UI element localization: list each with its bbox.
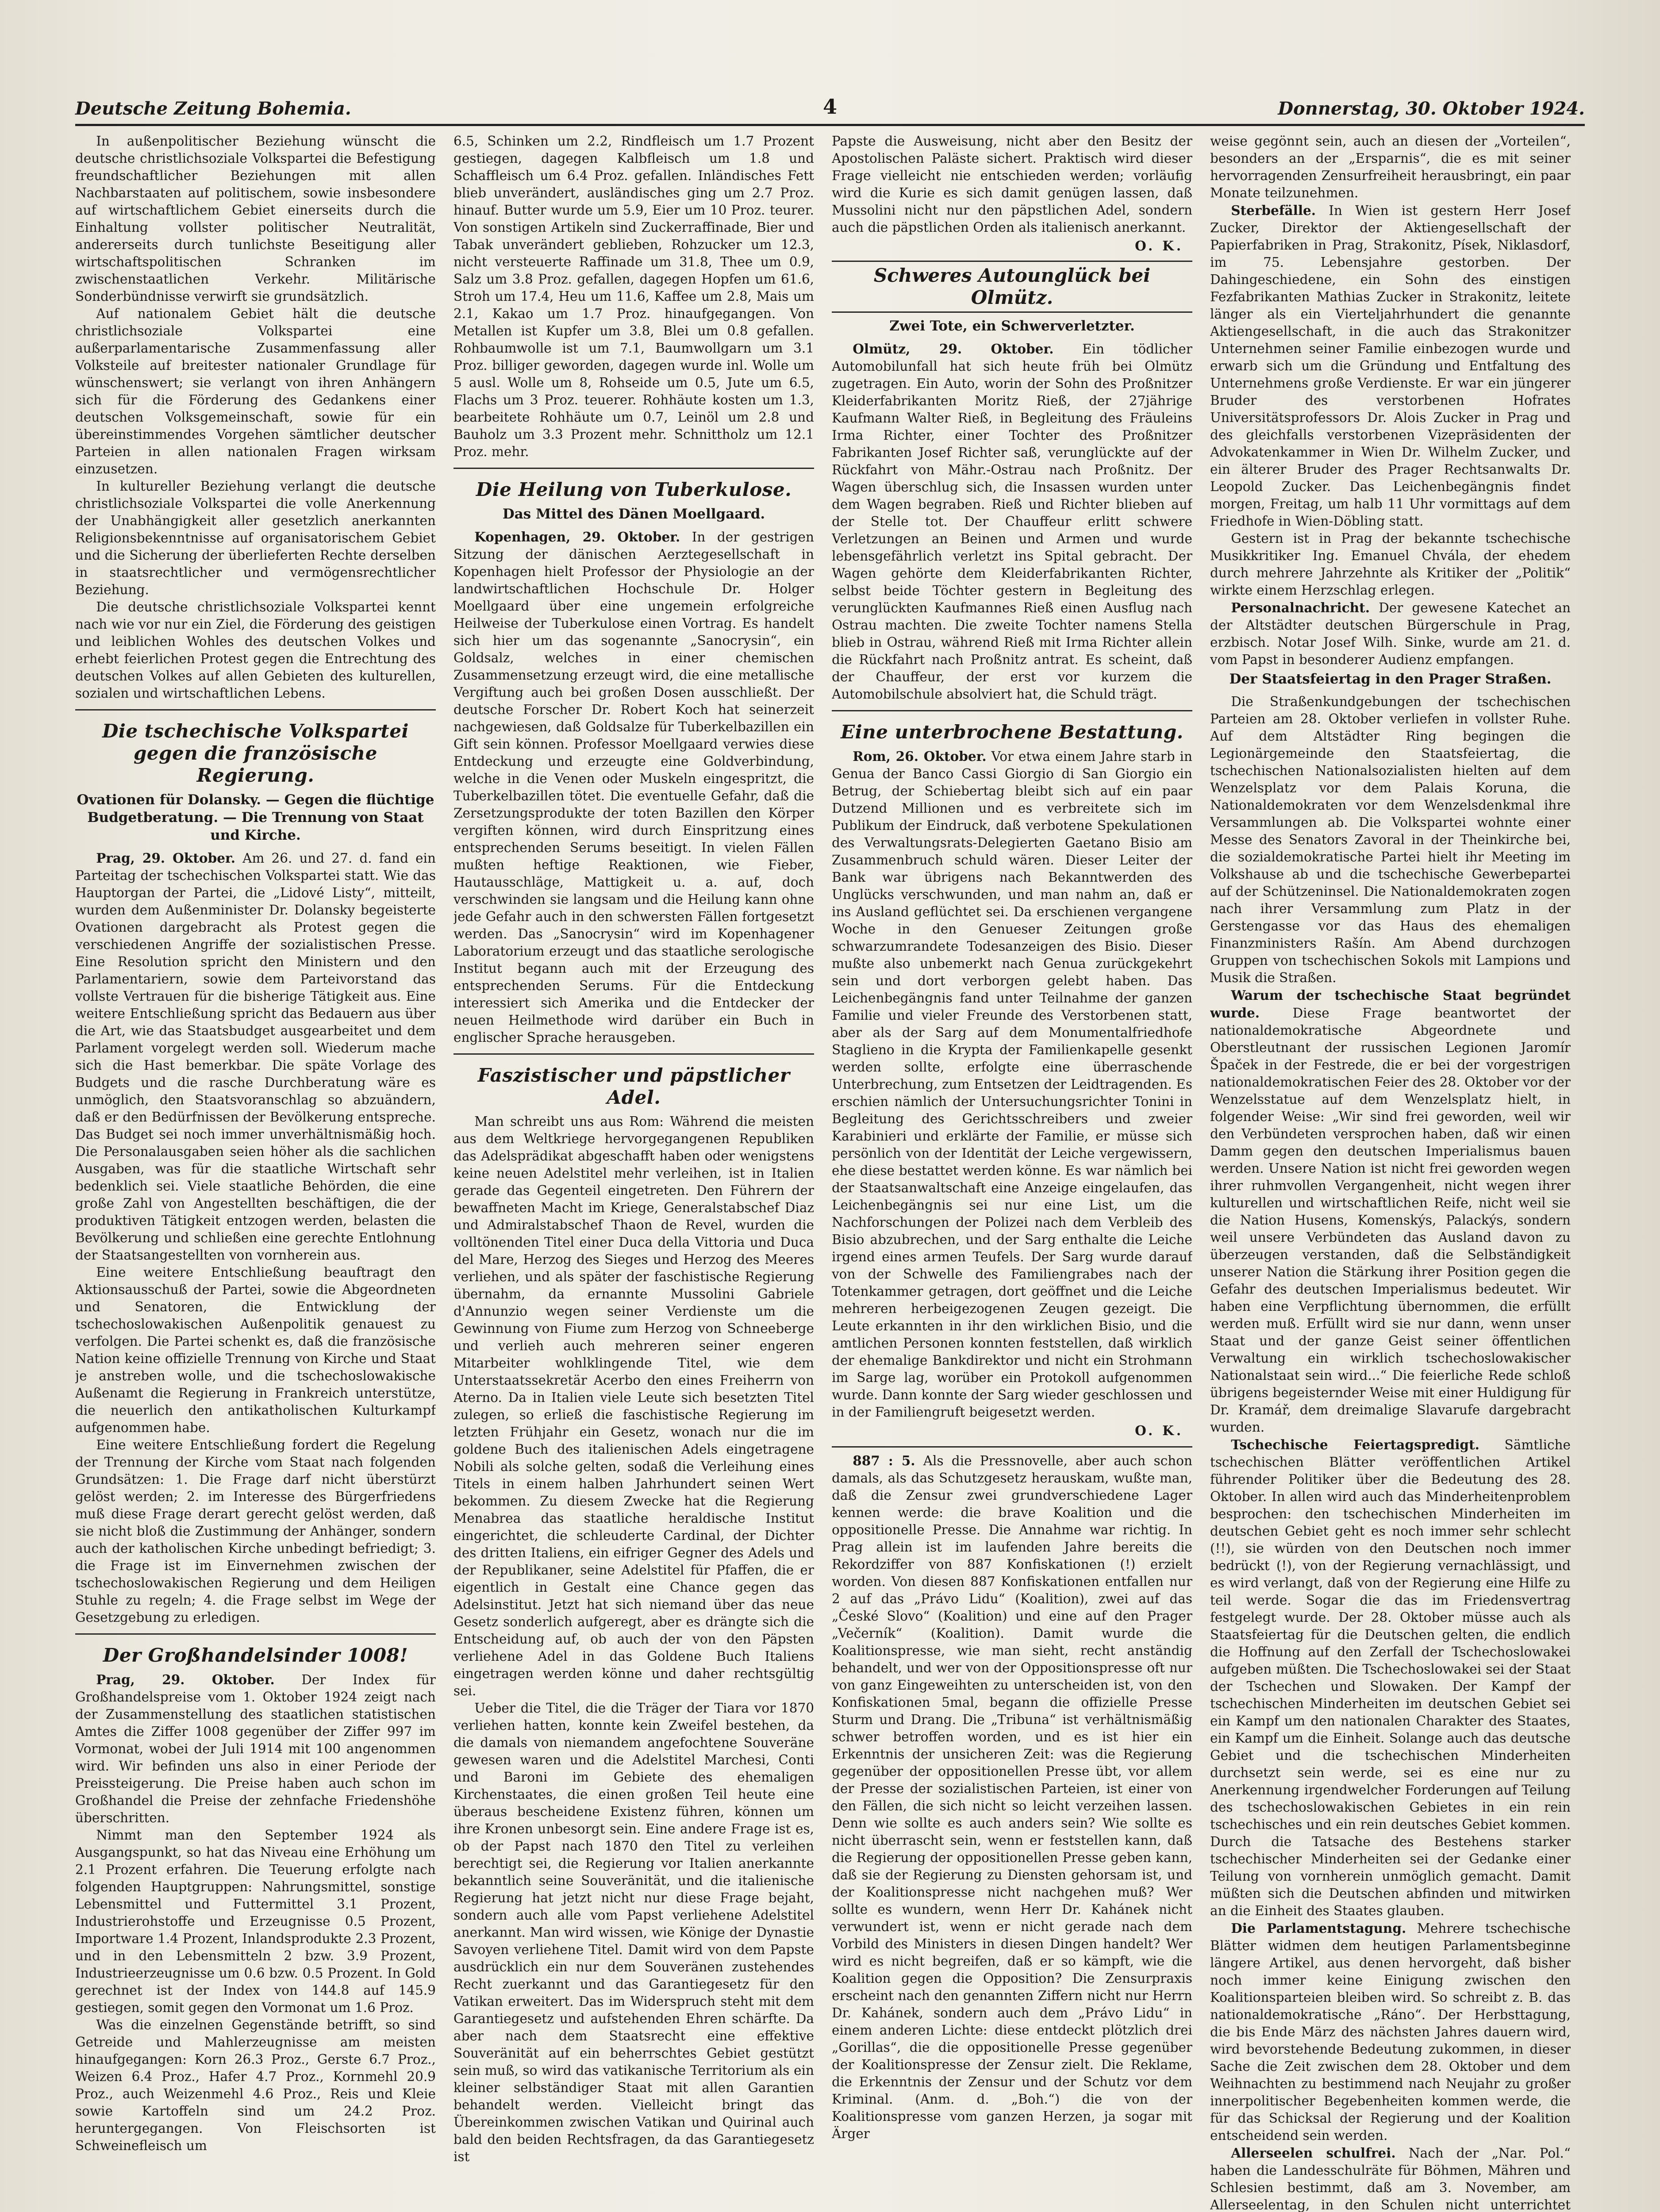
article-text: Diese Frage beantwortet der nationaldemokratische Abgeordnete und Oberstleutnant der russischen Legionen Jaromír Špaček in der Festrede, die er bei der vorgestrigen nationaldemokratischen Feier des 28. Oktober vor der Wenzelsstatue auf dem Wenzelsplatz hielt, in folgender Weise: „Wir sind frei geworden, weil wir den Verbündeten versprochen haben, daß wir einen Damm gegen den deutschen Imperialismus bauen werden. Unsere Nation ist nicht frei geworden wegen ihrer ruhmvollen Vergangenheit, nicht wegen ihrer kulturellen und wirtschaftlichen Reife, nicht weil sie die Nation Husens, Komenskýs, Palackýs, sondern weil unsere Verbündeten das Ausland davon zu überzeugen verstanden, daß die Selbständigkeit unserer Nation die Stärkung ihrer Position gegen die Gefahr des deutschen Imperialismus bedeutet. Wir haben eine Verpflichtung übernommen, die erfüllt werden muß. Erfüllt wird sie nur dann, wenn unser Staat und der ganze Geist seiner öffentlichen Verwaltung ein wirklich tschechoslowakischer Nationalstaat sein wird...“ Die feierliche Rede schloß übrigens begeisternder Weise mit einer Huldigung für Dr. Kramář, dem dreimalige Slavarufe dargebracht wurden. xyxy=(1210,1006,1571,1435)
headline-tuberkulose: Die Heilung von Tuberkulose. xyxy=(476,479,792,500)
article-paragraph: Die deutsche christlichsoziale Volkspartei kennt nach wie vor nur ein Ziel, die Förderung des geistigen und leiblichen Wohles des deutschen Volkes und erhebt feierlichen Protest gegen die Entrechtung des deutschen Volkes auf allen Gebieten des kulturellen, sozialen und wirtschaftlichen Lebens. xyxy=(75,599,436,701)
article-text: Ein tödlicher Automobilunfall hat sich heute früh bei Olmütz zugetragen. Ein Auto, worin der Sohn des Proßnitzer Kleiderfabrikanten Moritz Rieß, der 27jährige Kaufmann Walter Rieß, in Begleitung des Fräuleins Irma Richter, einer Tochter des Proßnitzer Fabrikanten Josef Richter saß, verunglückte auf der Rückfahrt von Mähr.-Ostrau nach Proßnitz. Der Wagen überschlug sich, die Insassen wurden unter dem Wagen begraben. Rieß und Richter blieben auf der Stelle tot. Der Chauffeur erlitt schwere Verletzungen an Beinen und Armen und wurde lebensgefährlich verletzt ins Spital gebracht. Der Wagen gehörte dem Kleiderfabrikanten Richter, selbst beide Töchter gestern in Begleitung des verunglückten Kaufmannes Rieß einen Ausflug nach Ostrau machten. Die zweite Tochter namens Stella blieb in Ostrau, während Rieß mit Irma Richter allein die Rückfahrt nach Proßnitz antrat. Es scheint, daß der Chauffeur, der erst vor kurzem die Automobilschule absolviert hat, die Schuld trägt. xyxy=(832,342,1192,702)
article-text: Nach der „Nar. Pol.“ haben die Landesschulräte für Böhmen, Mähren und Schlesien bestimmt, daß am 3. November, am Allerseelentag, in den Schulen nicht unterrichtet xyxy=(1210,2146,1571,2212)
divider xyxy=(75,1633,436,1635)
article-paragraph: In kultureller Beziehung verlangt die deutsche christlichsoziale Volkspartei die volle Anerkennung der Unabhängigkeit aller gesetzlich anerkannten Religionsbekenntnisse auf organisatorischem Gebiet und die Sicherung der überlieferten Rechte derselben in staatsrechtlicher und vermögensrechtlicher Beziehung. xyxy=(75,479,436,597)
issue-date: Donnerstag, 30. Oktober 1924. xyxy=(1278,98,1585,119)
article-paragraph: Nimmt man den September 1924 als Ausgangspunkt, so hat das Niveau eine Erhöhung um 2.1 Prozent erfahren. Die Teuerung erfolgte nach folgenden Hauptgruppen: Nahrungsmittel, sonstige Lebensmittel und Futtermittel 3.1 Prozent, Industrierohstoffe und Erzeugnisse 0.5 Prozent, Importware 1.4 Prozent, Inlandsprodukte 2.3 Prozent, und in den Lebensmitteln 2 bzw. 3.9 Prozent, Industrieerzeugnisse um 0.6 bzw. 0.5 Prozent. In Gold gerechnet ist der Index von 144.8 auf 145.9 gestiegen, somit gegen den Vormonat um 1.6 Proz. xyxy=(75,1828,436,2015)
section-lead: Tschechische Feiertagspredigt. xyxy=(1231,1437,1479,1452)
article-text: Der gewesene Katechet an der Altstädter deutschen Bürgerschule in Prag, erzbisch. Notar Josef Wilh. Sinke, wurde am 21. d. vom Papst in besonderer Audienz empfangen. xyxy=(1210,600,1571,667)
subheadline-autounglueck: Zwei Tote, ein Schwerverletzter. xyxy=(889,318,1135,334)
article-paragraph xyxy=(832,748,1192,1421)
author-signature: O. K. xyxy=(1135,238,1184,253)
section-lead: Sterbefälle. xyxy=(1231,203,1316,218)
section-lead: Warum der tschechische Staat begründet wurde. xyxy=(1210,987,1571,1021)
subheadline-tuberkulose: Das Mittel des Dänen Moellgaard. xyxy=(502,506,765,522)
divider xyxy=(75,709,436,710)
dateline: Kopenhagen, 29. Oktober. xyxy=(474,529,680,545)
column-2 xyxy=(453,133,814,2212)
columns xyxy=(75,133,1571,2212)
divider xyxy=(832,1446,1192,1448)
newspaper-title: Deutsche Zeitung Bohemia. xyxy=(75,98,351,119)
article-text: Sämtliche tschechischen Blätter veröffentlichen Artikel führender Politiker über die Bedeutung des 28. Oktober. In allen wird auch das Minderheitenproblem besprochen: den tschechischen Minderheiten im deutschen Gebiet geht es noch immer sehr schlecht (!!), sie würden von den Deutschen noch immer bedrückt (!), von der Regierung vernachlässigt, und es wird verlangt, daß von der Regierung eine Hilfe zu teil werde. Sogar die das im Friedensvertrag festgelegt wurde. Der 28. Oktober müsse auch als Staatsfeiertag für die Deutschen gelten, die endlich die Hoffnung auf den Zerfall der Tschechoslowakei aufgeben müßten. Die Tschechoslowakei sei der Staat der Tschechen und Slowaken. Der Kampf der tschechischen Minderheiten im deutschen Gebiet sei ein Kampf um den nationalen Charakter des Staates, ein Kampf um die Einheit. Solange auch das deutsche Gebiet und die tschechischen Minderheiten durchsetzt sein werde, sei es eine nur zu Anerkennung irgendwelcher Forderungen auf Teilung des tschechoslowakischen Gebietes in ein rein tschechisches und ein rein deutsches Gebiet kommen. Durch die Tatsache des Bestehens starker tschechischer Minderheiten sei der Gedanke einer Teilung von vornherein unmöglich gemacht. Damit müßten sich die Deutschen abfinden und mitwirken an die Einheit des Staates glauben. xyxy=(1210,1437,1571,1918)
headline-staatsfeiertag: Der Staatsfeiertag in den Prager Straßen. xyxy=(1229,671,1552,687)
column-3 xyxy=(832,133,1192,2212)
article-text: In der gestrigen Sitzung der dänischen Aerztegesellschaft in Kopenhagen hielt Professor der Physiologie an der landwirtschaftlichen Hochschule Dr. Holger Moellgaard über eine ungemein erfolgreiche Heilweise der Tuberkulose einen Vortrag. Es handelt sich hier um das sogenannte „Sanocrysin“, ein Goldsalz, welches in einer chemischen Zusammensetzung erzeugt wird, die eine metallische Vergiftung auch bei großen Dosen ausschließt. Der deutsche Forscher Dr. Robert Koch hat seinerzeit nachgewiesen, daß Goldsalze für Tuberkelbazillen ein Gift sein können. Professor Moellgaard verwies diese Entdeckung und erzeugte eine Goldverbindung, welche in die Venen oder Muskeln eingespritzt, die Tuberkelbazillen tötet. Die eventuelle Gefahr, daß die Zersetzungsprodukte der toten Bazillen den Körper vergiften können, wird durch Einspritzung eines entsprechenden Serums beseitigt. In vielen Fällen mußten heftige Reaktionen, wie Fieber, Hautausschläge, Mattigkeit u. a. auf, doch verschwinden sie langsam und die Heilung kann ohne jede Gefahr auch in den schwersten Fällen fortgesetzt werden. Das „Sanocrysin“ wird im Kopenhagener Laboratorium erzeugt und das staatliche serologische Institut begann auch mit der Erzeugung des entsprechenden Serums. Für die Entdeckung interessiert sich Amerika und die Entdecker der neuen Heilmethode wird darüber ein Buch in englischer Sprache herausgeben. xyxy=(453,530,814,1045)
article-paragraph xyxy=(1210,1920,1571,2144)
article-paragraph: Eine weitere Entschließung fordert die Regelung der Trennung der Kirche vom Staat nach folgenden Grundsätzen: 1. Die Frage darf nicht überstürzt gelöst werden; 2. im Interesse des Bürgerfriedens muß diese Frage derart gerecht gelöst werden, daß sie nicht bloß die Zustimmung der Anhänger, sondern auch der katholischen Kirche unbedingt befriedigt; 3. die Frage ist im Einvernehmen zwischen der tschechoslowakischen Regierung und dem Heiligen Stuhle zu regeln; 4. die Frage selbst im Wege der Gesetzgebung zu erledigen. xyxy=(75,1437,436,1625)
article-text: Mehrere tschechische Blätter widmen dem heutigen Parlamentsbeginne längere Artikel, aus denen hervorgeht, daß bisher noch immer keine Einigung zwischen den Koalitionsparteien bleiben wird. So schreibt z. B. das nationaldemokratische „Ráno“. Der Herbsttagung, die bis Ende März des nächsten Jahres dauern wird, wird bevorstehende Bedeutung zukommen, in dieser Sache die Zeit zwischen dem 28. Oktober und dem Weihnachten zu bestimmend nach Neujahr zu großer innerpolitischer Begebenheiten kommen werde, die für das Schicksal der Regierung und der Koalition entscheidend sein werden. xyxy=(1210,1921,1571,2143)
article-text: Als die Pressnovelle, aber auch schon damals, als das Schutzgesetz herauskam, wußte man, daß die Zensur zwei grundverschiedene Lager kennen werde: die brave Koalition und die oppositionelle Presse. Die Annahme war richtig. In Prag allein ist im laufenden Jahre bereits die Rekordziffer von 887 Konfiskationen (!) erzielt worden. Von diesen 887 Konfiskationen entfallen nur 2 auf das „Právo Lidu“ (Koalition), zwei auf das „České Slovo“ (Koalition) und eine auf den Prager „Večerník“ (Koalition). Damit wurde die Koalitionspresse, wie man sieht, recht anständig behandelt, und wer von der Oppositionspresse oft nur von ganz Eingeweihten zu unterscheiden ist, von den Konfiskationen 5mal, begann die offizielle Presse Sturm und Drang. Die „Tribuna“ ist verhältnismäßig schwer betroffen worden, und es ist hier ein Erkenntnis der unsicheren Zeit: was die Regierung gegenüber der oppositionellen Presse übt, vor allem der Presse der sozialistischen Parteien, ist einer von den Fällen, die sich nicht so leicht verzeihen lassen. Denn wie sollte es auch anders sein? Wie sollte es nicht überrascht sein, wenn er feststellen kann, daß die Regierung der oppositionellen Presse geben kann, daß sie der Regierung zu Diensten gehorsam ist, und der Koalitionspresse nicht nachgehen muß? Wer sollte es wundern, wenn Herr Dr. Kahánek nicht verwundert ist, wenn er nicht gerade nach dem Vorbild des Ministers in diesen Dingen handelt? Wer wird es nicht begreifen, daß er so kämpft, wie die Koalition gegen die Opposition? Die Zensurpraxis erscheint nach den genannten Ziffern nicht nur Herrn Dr. Kahánek, sondern auch dem „Právo Lidu“ in einem anderen Lichte: diese entdeckt plötzlich drei „Gorillas“, die die oppositionelle Presse gegenüber der Koalitionspresse der Zensur zielt. Die Reklame, die Erkenntnis der Zensur und der Schutz vor dem Kriminal. (Anm. d. „Boh.“) die von der Koalitionspresse vom ganzen Herzen, ja sogar mit Ärger xyxy=(832,1453,1192,2141)
divider xyxy=(453,468,814,469)
article-paragraph xyxy=(832,340,1192,703)
dateline: Prag, 29. Oktober. xyxy=(96,1672,275,1687)
dateline: Olmütz, 29. Oktober. xyxy=(853,341,1054,357)
article-paragraph xyxy=(75,1671,436,1827)
masthead xyxy=(75,93,1585,126)
article-paragraph: Ueber die Titel, die die Träger der Tiara vor 1870 verliehen hatten, konnte kein Zweifel bestehen, da die damals von niemandem angefochtene Souveräne gewesen waren und die Adelstitel Marchesi, Conti und Baroni im Gebiete des ehemaligen Kirchenstaates, die einen großen Teil heute eine überaus bescheidene Existenz führen, können um ihre Kronen unbesorgt sein. Eine andere Frage ist es, ob der Papst nach 1870 den Titel zu verleihen berechtigt sei, die Regierung vor Italien anerkannte bekanntlich seine Souveränität, und die italienische Regierung hat jetzt nicht nur diese Frage bejaht, sondern auch alle vom Papst verliehene Adelstitel anerkannt. Man wird wissen, wie Könige der Dynastie Savoyen verliehene Titel. Damit wird von dem Papste ausdrücklich ein nur dem Souveränen zustehendes Recht zuerkannt und das Garantiegesetz für den Vatikan erweitert. Das im Widerspruch steht mit dem Garantiegesetz und aufstehenden Ehren schärfte. Da aber nach dem Staatsrecht eine effektive Souveränität auf ein beherrschtes Gebiet gestützt sein muß, so wird das vatikanische Territorium als ein kleiner selbständiger Staat mit allen Garantien behandelt werden. Vielleicht bringt das Übereinkommen zwischen Vatikan und Quirinal auch bald den beiden Rechtsfragen, da das Garantiegesetz ist xyxy=(453,1701,814,2164)
headline-volkspartei: Die tschechische Volkspartei gegen die französische Regierung. xyxy=(102,720,409,786)
article-paragraph: 6.5, Schinken um 2.2, Rindfleisch um 1.7 Prozent gestiegen, dagegen Kalbfleisch um 1.8 und Schaffleisch um 6.4 Proz. gefallen. Inländisches Fett blieb unverändert, ausländisches ging um 2.7 Proz. hinauf. Butter wurde um 5.9, Eier um 10 Proz. teurer. Von sonstigen Artikeln sind Zuckerraffinade, Bier und Tabak unverändert geblieben, Rohzucker um 12.3, nicht versteuerte Raffinade um 31.8, Thee um 0.9, Salz um 3.8 Proz. gefallen, dagegen Hopfen um 61.6, Stroh um 17.4, Heu um 11.6, Kaffee um 2.8, Mais um 2.1, Kakao um 1.7 Proz. hinaufgegangen. Von Metallen ist Kupfer um 3.8, Blei um 0.8 gefallen. Rohbaumwolle ist um 7.1, Baumwollgarn um 3.1 Proz. billiger geworden, dagegen wurde inl. Wolle um 5 ausl. Wolle um 8, Rohseide um 0.5, Jute um 6.5, Flachs um 3 Proz. teuerer. Rohhäute kosten um 1.3, bearbeitete Rohhäute um 0.7, Leinöl um 2.8 und Bauholz um 3.3 Prozent mehr. Schnittholz um 12.1 Proz. mehr. xyxy=(453,134,814,459)
headline-bestattung: Eine unterbrochene Bestattung. xyxy=(841,721,1184,743)
dateline: Rom, 26. Oktober. xyxy=(853,749,987,764)
divider xyxy=(453,1053,814,1055)
article-paragraph xyxy=(1210,987,1571,1436)
column-4 xyxy=(1210,133,1571,2212)
page-number: 4 xyxy=(822,95,837,119)
article-paragraph xyxy=(832,1452,1192,2143)
section-lead: Personalnachricht. xyxy=(1231,600,1370,615)
column-1 xyxy=(75,133,436,2212)
article-paragraph: Eine weitere Entschließung beauftragt den Aktionsausschuß der Partei, sowie die Abgeordneten und Senatoren, die Entwicklung der tschechoslowakischen Außenpolitik genauest zu verfolgen. Die Partei schenkt es, daß die französische Nation keine offizielle Trennung von Kirche und Staat je anstreben wolle, und die tschechoslowakische Außenamt die Regierung in Frankreich unterstütze, die neuerlich den antikatholischen Kulturkampf aufgenommen habe. xyxy=(75,1265,436,1435)
article-paragraph: In außenpolitischer Beziehung wünscht die deutsche christlichsoziale Volkspartei die Befestigung freundschaftlicher Beziehungen mit allen Nachbarstaaten auf politischem, sowie insbesondere auf wirtschaftlichem Gebiet einerseits durch die Einhaltung vollster politischer Neutralität, andererseits durch tunlichste Beseitigung aller wirtschaftspolitischen Schranken im zwischenstaatlichen Verkehr. Militärische Sonderbündnisse verwirft sie grundsätzlich. xyxy=(75,134,436,304)
section-lead: Allerseelen schulfrei. xyxy=(1231,2145,1396,2161)
headline-adel: Faszistischer und päpstlicher Adel. xyxy=(477,1064,790,1108)
article-paragraph: weise gegönnt sein, auch an diesen der „Vorteilen“, besonders an der „Ersparnis“, die es mit seiner hervorragenden Zensurfreiheit herausbringt, ein paar Monate teilzunehmen. xyxy=(1210,134,1571,200)
article-paragraph: Man schreibt uns aus Rom: Während die meisten aus dem Weltkriege hervorgegangenen Republiken das Adelsprädikat abgeschafft haben oder wenigstens keine neuen Adelstitel mehr verleihen, ist in Italien gerade das Gegenteil eingetreten. Den Führern der bewaffneten Macht im Kriege, Generalstabschef Diaz und Admiralstabschef Thaon de Revel, wurden die volltönenden Titel einer Duca della Vittoria und Duca del Mare, Herzog des Sieges und Herzog des Meeres verliehen, und als später der faschistische Regierung übernahm, da ernannte Mussolini Gabriele d'Annunzio wegen seiner Verdienste um die Gewinnung von Fiume zum Herzog von Schneeberge und verlieh auch mehreren seiner engeren Mitarbeiter wohlklingende Titel, wie dem Unterstaatssekretär Acerbo den eines Freiherrn von Aterno. Da in Italien viele Leute sich besetzten Titel zulegen, so erließ die faschistische Regierung im letzten Frühjahr ein Gesetz, wonach nur die im goldene Buch des italienischen Adels eingetragene Nobili als solche gelten, sodaß die Verleihung eines Titels in einem halben Jahrhundert seinen Wert bekommen. Zu diesem Zwecke hat die Regierung Menabrea das staatliche heraldische Institut eingerichtet, die schleuderte Cardinal, der Dichter des dritten Italiens, ein eifriger Gegner des Adels und der Republikaner, seine Adelstitel für Pfaffen, die er eigentlich in Gestalt eine Chance gegen das Adelsinstitut. Jetzt hat sich niemand über das neue Gesetz sonderlich aufgeregt, aber es drängte sich die Entscheidung auf, ob auch der von den Päpsten verliehene Adel in das Goldene Buch Italiens eingetragen werden könne und daher rechtsgültig sei. xyxy=(453,1114,814,1698)
article-paragraph: Papste die Ausweisung, nicht aber den Besitz der Apostolischen Paläste sichert. Praktisch wird dieser Frage vielleicht nie entschieden werden; vorläufig wird die Kurie es sich damit genügen lassen, daß Mussolini nicht nur den päpstlichen Adel, sondern auch die päpstlichen Orden als italienisch anerkannt. xyxy=(832,134,1192,235)
article-paragraph xyxy=(453,528,814,1046)
article-paragraph xyxy=(1210,1436,1571,1920)
subheadline-volkspartei: Ovationen für Dolansky. — Gegen die flüchtige Budgetberatung. — Die Trennung von Staat und Kirche. xyxy=(77,792,434,843)
headline-autounglueck: Schweres Autounglück bei Olmütz. xyxy=(832,261,1192,313)
article-paragraph xyxy=(75,849,436,1264)
article-paragraph xyxy=(1210,599,1571,668)
section-lead: 887 : 5. xyxy=(853,1453,915,1468)
headline-grosshandelsindex: Der Großhandelsinder 1008! xyxy=(103,1644,408,1666)
article-text: Vor etwa einem Jahre starb in Genua der Banco Cassi Giorgio di San Giorgio ein Betrug, der Schiebertag bleibt sich auf ein paar Dutzend Millionen und es verbreitete sich im Publikum der Eindruck, daß verbotene Spekulationen des Verwaltungsrats-Delegierten Gaetano Bisio am Zusammenbruch schuld wären. Dieser Leiter der Bank war übrigens nach Bekanntwerden des Unglücks verschwunden, und man nahm an, daß er ins Ausland geflüchtet sei. Da erschienen vergangene Woche in den Genueser Zeitungen große schwarzumrandete Todesanzeigen des Bisio. Dieser mußte also unbemerkt nach Genua zurückgekehrt sein und dort verborgen gelebt haben. Das Leichenbegängnis fand unter Teilnahme der ganzen Familie und vieler Freunde des Verstorbenen statt, aber als der Sarg auf dem Monumentalfriedhofe Staglieno in die Krypta der Familienkapelle gesenkt werden sollte, erfolgte eine überraschende Unterbrechung, zum Entsetzen der Leidtragenden. Es erschien nämlich der Untersuchungsrichter Tonini in Begleitung des Gerichtsschreibers und zweier Karabinieri und erklärte der Familie, er müsse sich persönlich von der Identität der Leiche vergewissern, ehe diese bestattet werden könne. Es war nämlich bei der Staatsanwaltschaft eine Anzeige eingelaufen, das Leichenbegängnis sei nur eine List, um die Nachforschungen der Polizei nach dem Verbleib des Bisio abzubrechen, und der Sarg enthalte die Leiche irgend eines armen Teufels. Der Sarg wurde darauf von der Schwelle des Familiengrabes nach der Totenkammer getragen, dort geöffnet und die Leiche mehreren herbeigezogenen Zeugen gezeigt. Die Leute erkannten in ihr den wirklichen Bisio, und die amtlichen Personen konnten feststellen, daß wirklich der ehemalige Bankdirektor und nicht ein Strohmann im Sarge lag, worüber ein Protokoll aufgenommen wurde. Dann konnte der Sarg wieder geschlossen und in der Familiengruft beigesetzt werden. xyxy=(832,749,1192,1420)
article-paragraph: Auf nationalem Gebiet hält die deutsche christlichsoziale Volkspartei eine außerparlamentarische Zusammenfassung aller Volksteile auf breitester nationaler Grundlage für wünschenswert; sie verlangt von ihren Anhängern sich für die Förderung des Gedankens einer deutschen Volksgemeinschaft, sowie für ein übereinstimmendes Vorgehen sämtlicher deutscher Parteien in allen nationalen Fragen wirksam einzusetzen. xyxy=(75,306,436,476)
section-lead: Die Parlamentstagung. xyxy=(1231,1920,1406,1936)
article-paragraph: Gestern ist in Prag der bekannte tschechische Musikkritiker Ing. Emanuel Chvála, der ehedem durch mehrere Jahrzehnte als Kritiker der „Politik“ wirkte einem Herzschlag erlegen. xyxy=(1210,531,1571,598)
article-paragraph xyxy=(1210,2144,1571,2212)
dateline: Prag, 29. Oktober. xyxy=(96,850,236,866)
article-text: In Wien ist gestern Herr Josef Zucker, Direktor der Aktiengesellschaft der Papierfabriken in Prag, Strakonitz, Písek, Niklasdorf, im 75. Lebensjahre gestorben. Der Dahingeschiedene, ein Sohn des einstigen Fezfabrikanten Mathias Zucker in Strakonitz, leitete länger als ein Vierteljahrhundert die genannte Aktiengesellschaft, in die auch das Strakonitzer Unternehmen seiner Familie einbezogen wurde und erwarb sich um die Gründung und Entfaltung des Unternehmens große Verdienste. Er war ein jüngerer Bruder des verstorbenen Hofrates Universitätsprofessors Dr. Alois Zucker in Prag und des gleichfalls verstorbenen Vizepräsidenten der Advokatenkammer in Wien Dr. Wilhelm Zucker, und ein älterer Bruder des Prager Rechtsanwalts Dr. Leopold Zucker. Das Leichenbegängnis findet morgen, Freitag, um halb 11 Uhr vormittags auf dem Friedhofe in Wien-Döbling statt. xyxy=(1210,203,1571,529)
divider xyxy=(832,710,1192,711)
article-text: Der Index für Großhandelspreise vom 1. Oktober 1924 zeigt nach der Zusammenstellung des staatlichen statistischen Amtes die Ziffer 1008 gegenüber der Ziffer 997 im Vormonat, wobei der Juli 1914 mit 100 angenommen wird. Wir befinden uns also in einer Periode der Preissteigerung. Die Preise haben auch schon im Großhandel die Preise der zehnfache Friedenshöhe überschritten. xyxy=(75,1672,436,1825)
article-paragraph: Die Straßenkundgebungen der tschechischen Parteien am 28. Oktober verliefen in vollster Ruhe. Auf dem Altstädter Ring begingen die Legionärgemeinde den Staatsfeiertag, die tschechischen Nationalsozialisten hielten auf dem Wenzelsplatz vor dem Palais Koruna, die Nationaldemokraten vor dem Wenzelsdenkmal ihre Versammlungen ab. Die Volkspartei wohnte einer Messe des Senators Zavoral in der Theinkirche bei, die sozialdemokratische Partei hielt ihr Meeting im Volkshause ab und die tschechische Gewerbepartei auf der Schützeninsel. Die Nationaldemokraten zogen nach ihrer Versammlung zum Platz in der Gerstengasse vor das Haus des ehemaligen Finanzministers Rašín. Am Abend durchzogen Gruppen von tschechischen Sokols mit Lampions und Musik die Straßen. xyxy=(1210,694,1571,985)
article-paragraph: Was die einzelnen Gegenstände betrifft, so sind Getreide und Mahlerzeugnisse am meisten hinaufgegangen: Korn 26.3 Proz., Gerste 6.7 Proz., Weizen 6.4 Proz., Hafer 4.7 Proz., Kornmehl 20.9 Proz., auch Weizenmehl 4.6 Proz., Reis und Kleie sowie Kartoffeln sind um 24.2 Proz. heruntergegangen. Von Fleischsorten ist Schweinefleisch um xyxy=(75,2017,436,2153)
author-signature: O. K. xyxy=(1135,1423,1184,1438)
article-paragraph xyxy=(1210,202,1571,530)
article-text: Am 26. und 27. d. fand ein Parteitag der tschechischen Volkspartei statt. Wie das Hauptorgan der Partei, die „Lidové Listy“, mitteilt, wurden dem Außenminister Dr. Dolansky begeisterte Ovationen dargebracht als Protest gegen die verschiedenen Angriffe der sozialistischen Presse. Eine Resolution spricht den Ministern und den Parlamentariern, sowie dem Parteivorstand das vollste Vertrauen für die bisherige Tätigkeit aus. Eine weitere Entschließung spricht das Bedauern aus über die Art, wie das Staatsbudget ausgearbeitet und dem Parlament vorgelegt werden soll. Wiederum mache sich die Hast bemerkbar. Die späte Vorlage des Budgets und die rasche Durchberatung wäre es unmöglich, den Staatsvoranschlag so abzuändern, daß er den Bedürfnissen der Bevölkerung entspreche. Das Budget sei noch immer unverhältnismäßig hoch. Die Personalausgaben seien höher als die sachlichen Ausgaben, was für die staatliche Wirtschaft sehr bedenklich sei. Viele staatliche Behörden, die eine große Zahl von Angestellten beschäftigen, die der produktiven Tätigkeit entzogen werden, belasten die Bevölkerung und schließen eine gerechte Entlohnung der Staatsangestellten von vornherein aus. xyxy=(75,851,436,1263)
